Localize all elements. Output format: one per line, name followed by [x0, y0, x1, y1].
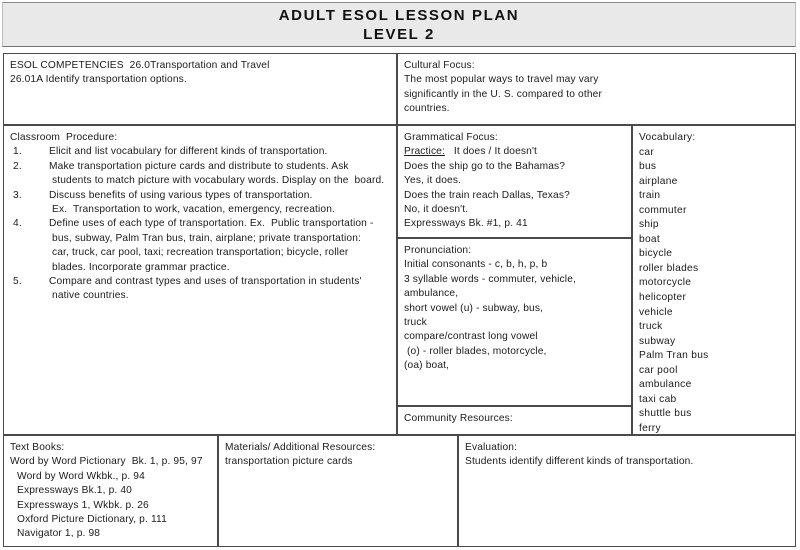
procedure-step-text: car, truck, car pool, taxi; recreation transportation; bicycle, roller — [52, 247, 349, 259]
pronunciation-line-3: ambulance, — [404, 288, 459, 300]
procedure-step — [10, 217, 390, 231]
evaluation-heading: Evaluation: — [465, 442, 518, 453]
materials-resources-cell — [218, 435, 458, 547]
procedure-step-number: 2. — [13, 160, 22, 172]
procedure-step-text: Ex. Transportation to work, vacation, emergency, recreation. — [52, 204, 336, 216]
vocabulary-item: airplane — [639, 175, 678, 187]
vocabulary-item: boat — [639, 233, 661, 245]
grammar-practice-label: Practice: — [404, 146, 445, 158]
grammar-heading: Grammatical Focus: — [404, 132, 498, 143]
grammar-line-2: Yes, it does. — [404, 175, 462, 187]
procedure-step-text: blades. Incorporate grammar practice. — [52, 261, 230, 273]
vocabulary-item: helicopter — [639, 292, 687, 304]
pronunciation-line-6: compare/contrast long vowel — [404, 331, 538, 343]
text-books-line-6: Navigator 1, p. 98 — [17, 528, 101, 540]
evaluation-line-1: Students identify different kinds of transportation. — [465, 456, 694, 468]
vocabulary-heading: Vocabulary: — [639, 132, 696, 143]
grammar-practice-value: It does / It doesn't — [444, 146, 538, 158]
procedure-step — [10, 145, 390, 159]
text-books-heading: Text Books: — [10, 442, 65, 453]
vocabulary-item: car — [639, 146, 655, 158]
community-resources-cell — [397, 406, 632, 435]
cultural-focus-heading: Cultural Focus: — [404, 60, 475, 71]
procedure-step-text: bus, subway, Palm Tran bus, train, airplane; private transportation: — [52, 232, 361, 244]
materials-line-1: transportation picture cards — [225, 456, 353, 468]
vocabulary-item: vehicle — [639, 306, 673, 318]
procedure-step — [10, 275, 390, 289]
vocabulary-item: ambulance — [639, 379, 692, 391]
procedure-step-text: Elicit and list vocabulary for different kinds of transportation. — [49, 146, 328, 158]
procedure-heading: Classroom Procedure: — [10, 132, 118, 143]
lesson-plan-table — [3, 53, 796, 547]
text-books-line-4: Expressways 1, Wkbk. p. 26 — [17, 499, 149, 511]
grammar-practice-row — [404, 145, 625, 159]
pronunciation-line-8: (oa) boat, — [404, 360, 450, 372]
pronunciation-cell — [397, 238, 632, 406]
community-resources-heading: Community Resources: — [404, 413, 513, 424]
text-books-line-1: Word by Word Pictionary Bk. 1, p. 95, 97 — [10, 456, 203, 468]
materials-heading: Materials/ Additional Resources: — [225, 442, 376, 453]
vocabulary-item: car pool — [639, 364, 678, 376]
vocabulary-item: train — [639, 190, 661, 202]
text-books-line-3: Expressways Bk.1, p. 40 — [17, 485, 132, 497]
cultural-focus-cell — [397, 53, 796, 125]
grammatical-focus-cell — [397, 125, 632, 238]
pronunciation-line-7: (o) - roller blades, motorcycle, — [404, 345, 547, 357]
text-books-line-5: Oxford Picture Dictionary, p. 111 — [17, 514, 167, 526]
pronunciation-line-5: truck — [404, 317, 427, 329]
vocabulary-item: truck — [639, 321, 663, 333]
grammar-line-1: Does the ship go to the Bahamas? — [404, 160, 566, 172]
procedure-step-number: 3. — [13, 189, 22, 201]
vocabulary-item: bus — [639, 161, 657, 173]
procedure-step — [10, 189, 390, 203]
grammar-line-4: No, it doesn't. — [404, 204, 469, 216]
vocabulary-item: ship — [639, 219, 659, 231]
cultural-focus-line-1: The most popular ways to travel may vary — [404, 74, 599, 86]
procedure-step-number: 5. — [13, 276, 22, 288]
vocabulary-item: taxi cab — [639, 393, 677, 405]
procedure-step — [10, 160, 390, 174]
grammar-line-5: Expressways Bk. #1, p. 41 — [404, 218, 528, 230]
vocabulary-item: Palm Tran bus — [639, 350, 709, 362]
vocabulary-item: subway — [639, 335, 676, 347]
document-header — [2, 2, 796, 47]
procedure-step-text: students to match picture with vocabulary words. Display on the board. — [52, 175, 385, 187]
procedure-step-text: native countries. — [52, 290, 129, 302]
pronunciation-heading: Pronunciation: — [404, 245, 472, 256]
pronunciation-line-2: 3 syllable words - commuter, vehicle, — [404, 273, 577, 285]
text-books-line-2: Word by Word Wkbk., p. 94 — [17, 470, 145, 482]
cultural-focus-line-2: significantly in the U. S. compared to other — [404, 88, 602, 100]
procedure-step-text: Compare and contrast types and uses of transportation in students' — [49, 276, 362, 288]
procedure-step-number: 4. — [13, 218, 22, 230]
vocabulary-cell — [632, 125, 796, 435]
esol-competencies-cell — [3, 53, 397, 125]
vocabulary-item: ferry — [639, 422, 661, 434]
competencies-line-1: ESOL COMPETENCIES 26.0Transportation and Travel — [10, 60, 270, 71]
vocabulary-item: motorcycle — [639, 277, 692, 289]
procedure-step-text: Discuss benefits of using various types of transportation. — [49, 189, 313, 201]
vocabulary-item: commuter — [639, 204, 687, 216]
document-title-line1: ADULT ESOL LESSON PLAN — [278, 6, 520, 24]
grammar-line-3: Does the train reach Dallas, Texas? — [404, 189, 570, 201]
vocabulary-item: bicycle — [639, 248, 673, 260]
competencies-line-2: 26.01A Identify transportation options. — [10, 74, 187, 86]
vocabulary-item: shuttle bus — [639, 408, 692, 420]
document-title-line2: LEVEL 2 — [363, 25, 435, 43]
evaluation-cell — [458, 435, 796, 547]
procedure-step-text: Make transportation picture cards and distribute to students. Ask — [49, 160, 349, 172]
procedure-step-number: 1. — [13, 146, 22, 158]
text-books-cell — [3, 435, 218, 547]
pronunciation-line-1: Initial consonants - c, b, h, p, b — [404, 259, 548, 271]
pronunciation-line-4: short vowel (u) - subway, bus, — [404, 302, 544, 314]
vocabulary-item: roller blades — [639, 262, 699, 274]
classroom-procedure-cell — [3, 125, 397, 435]
cultural-focus-line-3: countries. — [404, 103, 450, 115]
procedure-step-text: Define uses of each type of transportation. Ex. Public transportation - — [49, 218, 374, 230]
